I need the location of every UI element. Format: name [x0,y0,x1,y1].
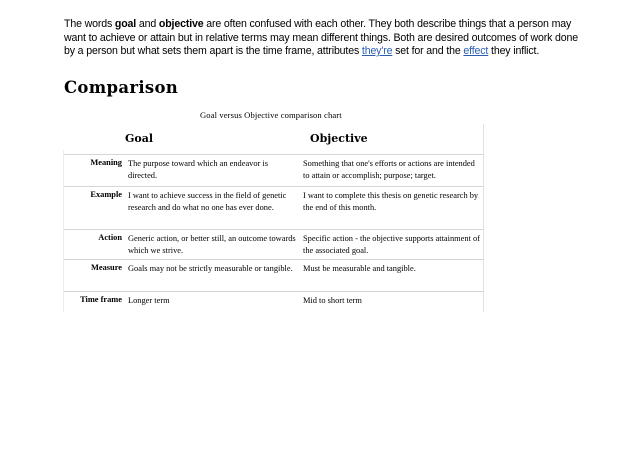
table-header-row [64,124,484,154]
intro-text-5: they inflict. [488,45,540,58]
comparison-table [64,124,484,311]
intro-term-objective: objective [158,18,204,30]
intro-text-3: are often confused with each other. They both describe things that a person may want to achieve or attain but in relative terms may mean different things. Both are desired outcomes of work done by a person but what sets them apart is the time frame, attributes [64,18,579,58]
row-label: Time frame [80,295,122,304]
column-header-goal: Goal [125,132,154,145]
goal-cell: The purpose toward which an endeavor is directed. [128,159,269,180]
intro-paragraph [64,18,584,59]
table-caption: Goal versus Objective comparison chart [200,110,342,120]
objective-cell: I want to complete this thesis on genetic research by the end of this month. [303,191,479,212]
objective-cell: Mid to short term [303,296,362,305]
table-row-example [64,186,484,229]
link-theyre[interactable]: they're [361,45,393,58]
intro-term-goal: goal [114,18,137,30]
goal-cell: Generic action, or better still, an outcome towards which we strive. [128,234,296,255]
row-label: Meaning [90,158,122,167]
row-label: Action [98,233,122,242]
row-label: Measure [90,263,122,272]
goal-cell: I want to achieve success in the field of genetic research and do what no one has ever done. [128,191,287,212]
objective-cell: Must be measurable and tangible. [303,264,416,273]
column-header-objective: Objective [310,132,368,145]
goal-cell: Longer term [128,296,170,305]
table-row-measure [64,259,484,291]
table-row-action [64,229,484,259]
intro-text-1: The words [64,18,115,30]
link-effect[interactable]: effect [463,45,489,58]
section-heading: Comparison [64,78,179,97]
intro-text-4: set for and the [392,45,464,58]
table-row-time-frame [64,291,484,311]
table-row-meaning [64,154,484,186]
objective-cell: Specific action - the objective supports attainment of the associated goal. [303,234,480,255]
row-label: Example [90,190,122,199]
objective-cell: Something that one's efforts or actions are intended to attain or accomplish; purpose; target. [303,159,475,180]
goal-cell: Goals may not be strictly measurable or tangible. [128,264,293,273]
intro-text-2: and [136,18,159,30]
